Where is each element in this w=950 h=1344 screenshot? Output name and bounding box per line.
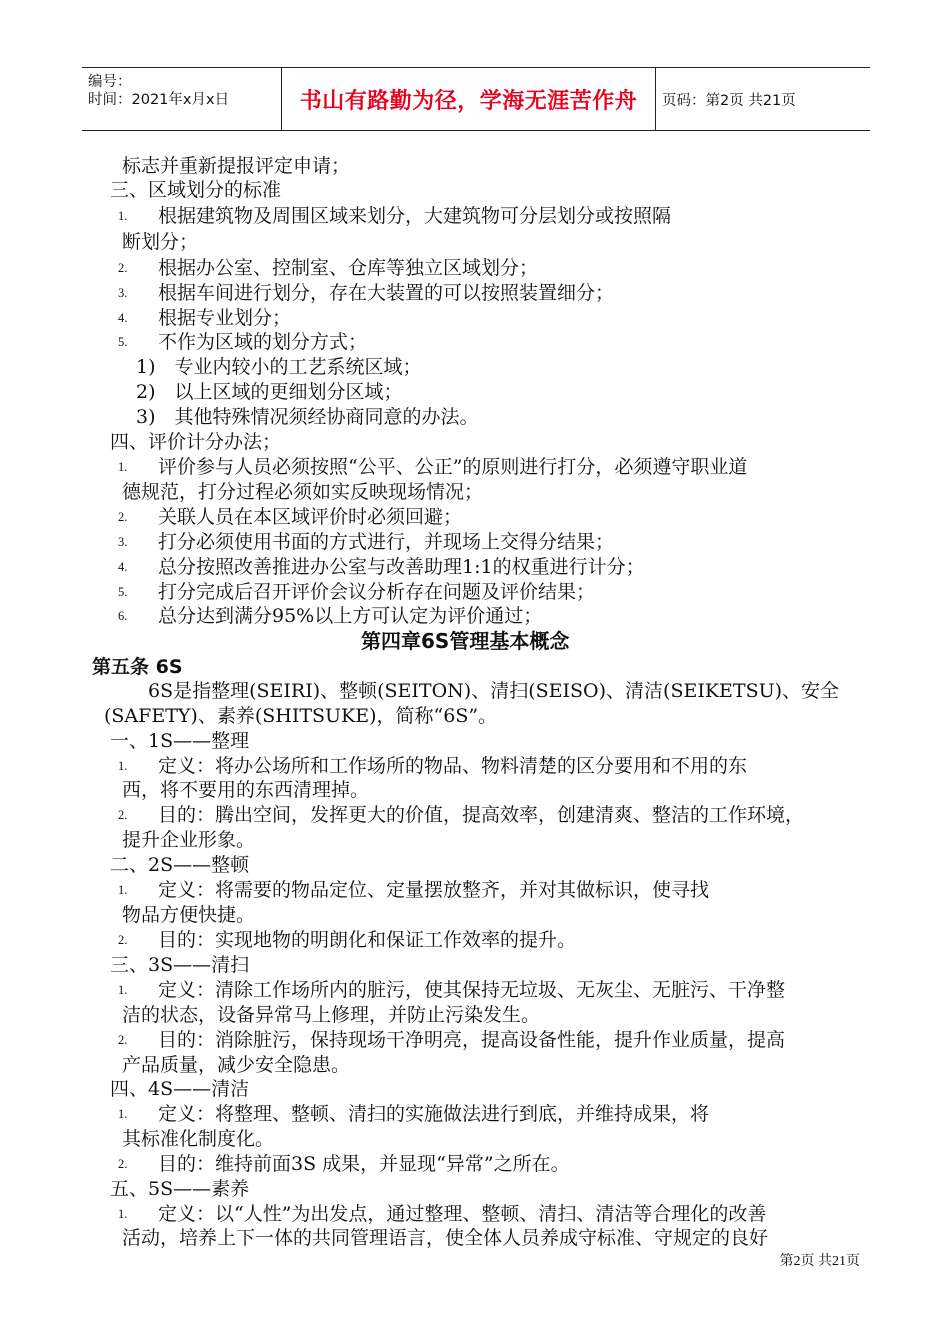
text-line: 德规范，打分过程必须如实反映现场情况； — [122, 481, 484, 503]
list-item: 根据办公室、控制室、仓库等独立区域划分； — [158, 257, 539, 279]
list-item: 根据车间进行划分，存在大装置的可以按照装置细分； — [158, 282, 615, 304]
page-footer: 第2页 共21页 — [779, 1254, 860, 1269]
text-line: 物品方便快捷。 — [122, 904, 256, 926]
list-item: 根据专业划分； — [158, 307, 292, 329]
list-item: 目的：实现地物的明朗化和保证工作效率的提升。 — [158, 929, 577, 951]
list-item: 评价参与人员必须按照“公平、公正”的原则进行打分，必须遵守职业道 — [158, 456, 748, 478]
section-heading: 三、3S——清扫 — [110, 954, 250, 976]
text-line: 其标准化制度化。 — [122, 1128, 275, 1150]
section-heading: 一、1S——整理 — [110, 730, 250, 752]
list-number: 2. — [118, 261, 128, 275]
header-motto: 书山有路勤为径，学海无涯苦作舟 — [281, 68, 656, 130]
list-item: 打分必须使用书面的方式进行，并现场上交得分结果； — [158, 531, 615, 553]
list-item: 打分完成后召开评价会议分析存在问题及评价结果； — [158, 581, 596, 603]
section-heading: 三、区域划分的标准 — [110, 179, 282, 201]
text-line: 提升企业形象。 — [122, 829, 256, 851]
list-number: 2. — [118, 933, 128, 947]
list-number: 4. — [118, 560, 128, 574]
list-number: 1. — [118, 759, 128, 773]
list-number: 6. — [118, 609, 128, 623]
list-number: 1. — [118, 1207, 128, 1221]
list-number: 1. — [118, 209, 128, 223]
list-number: 1. — [118, 883, 128, 897]
text-line: 断划分； — [122, 231, 199, 253]
text-line: (SAFETY)、素养(SHITSUKE)，简称“6S”。 — [104, 705, 498, 727]
list-number: 1. — [118, 1107, 128, 1121]
list-number: 1. — [118, 983, 128, 997]
list-number: 2. — [118, 808, 128, 822]
list-item: 定义：以“人性”为出发点，通过整理、整顿、清扫、清洁等合理化的改善 — [158, 1203, 767, 1225]
text-line: 6S是指整理(SEIRI)、整顿(SEITON)、清扫(SEISO)、清洁(SEIKETSU)、安全 — [148, 680, 840, 702]
list-number: 5. — [118, 585, 128, 599]
text-line: 产品质量，减少安全隐患。 — [122, 1054, 351, 1076]
list-item: 根据建筑物及周围区域来划分，大建筑物可分层划分或按照隔 — [158, 205, 672, 227]
list-number: 1. — [118, 460, 128, 474]
chapter-title: 第四章6S管理基本概念 — [361, 629, 570, 653]
list-number: 2. — [118, 510, 128, 524]
sub-list-item: 3) 其他特殊情况须经协商同意的办法。 — [136, 406, 479, 428]
header-meta — [82, 68, 280, 130]
text-line: 洁的状态，设备异常马上修理，并防止污染发生。 — [122, 1004, 541, 1026]
list-item: 目的：维持前面3S 成果，并显现“异常”之所在。 — [158, 1153, 570, 1175]
list-item: 不作为区域的划分方式； — [158, 331, 368, 353]
article-title: 第五条 6S — [92, 656, 183, 678]
list-item: 目的：腾出空间，发挥更大的价值，提高效率，创建清爽、整洁的工作环境， — [158, 804, 805, 826]
serial-label: 编号： — [88, 74, 132, 90]
header-page-label: 页码：第2页 共21页 — [662, 92, 796, 109]
section-heading: 四、评价计分办法； — [110, 431, 282, 453]
list-number: 4. — [118, 311, 128, 325]
text-line: 活动，培养上下一体的共同管理语言，使全体人员养成守标准、守规定的良好 — [122, 1227, 769, 1249]
list-number: 3. — [118, 286, 128, 300]
section-heading: 四、4S——清洁 — [110, 1078, 250, 1100]
list-item: 定义：将需要的物品定位、定量摆放整齐，并对其做标识，使寻找 — [158, 879, 710, 901]
text-line: 标志并重新提报评定申请； — [122, 155, 351, 177]
sub-list-item: 1) 专业内较小的工艺系统区域； — [136, 356, 422, 378]
list-item: 定义：清除工作场所内的脏污，使其保持无垃圾、无灰尘、无脏污、干净整 — [158, 979, 786, 1001]
section-heading: 五、5S——素养 — [110, 1178, 250, 1200]
list-item: 总分达到满分95%以上方可认定为评价通过； — [158, 605, 543, 627]
list-number: 3. — [118, 535, 128, 549]
section-heading: 二、2S——整顿 — [110, 854, 250, 876]
list-item: 总分按照改善推进办公室与改善助理1:1的权重进行计分； — [158, 556, 645, 578]
list-item: 目的：消除脏污，保持现场干净明亮，提高设备性能，提升作业质量，提高 — [158, 1029, 786, 1051]
list-item: 定义：将整理、整顿、清扫的实施做法进行到底，并维持成果，将 — [158, 1103, 710, 1125]
text-line: 西，将不要用的东西清理掉。 — [122, 779, 370, 801]
list-number: 2. — [118, 1157, 128, 1171]
list-number: 2. — [118, 1033, 128, 1047]
list-item: 定义：将办公场所和工作场所的物品、物料清楚的区分要用和不用的东 — [158, 755, 748, 777]
list-item: 关联人员在本区域评价时必须回避； — [158, 506, 463, 528]
date-label: 时间：2021年x月x日 — [88, 92, 230, 108]
page-header — [82, 67, 870, 131]
sub-list-item: 2) 以上区域的更细划分区域； — [136, 381, 403, 403]
list-number: 5. — [118, 335, 128, 349]
